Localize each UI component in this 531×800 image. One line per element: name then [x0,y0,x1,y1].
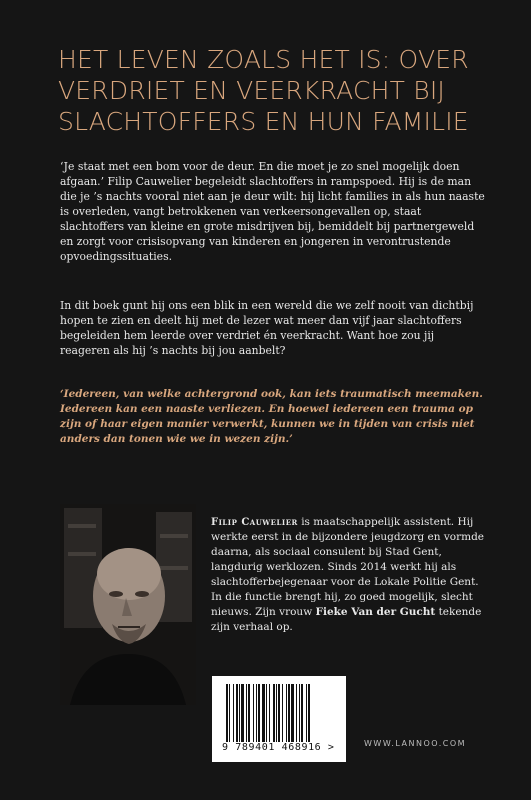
barcode-bar [276,684,277,742]
barcode-bar [291,684,294,742]
barcode-bar [296,684,297,742]
blurb-paragraph-2: In dit boek gunt hij ons een blik in een wereld die we zelf nooit van dichtbij hopen te zien en deelt hij met de lezer wat meer dan vijf jaar slachtoffers begeleiden hem leerde over verdriet én veerkracht. Want hoe zou jij reageren als hij ’s nachts bij jou aanbelt? [60,299,474,357]
author-bio [211,515,491,635]
barcode-bar [233,684,234,742]
barcode-bar [299,684,300,742]
author-portrait-graphic [60,504,196,705]
barcode-bar [306,684,307,742]
isbn-barcode [212,676,346,762]
title-line-1: HET LEVEN ZOALS HET IS: OVER [58,45,469,74]
barcode-bar [282,684,283,742]
barcode-bar [301,684,303,742]
barcode-bar [288,684,290,742]
author-name: Filip Cauwelier [211,517,298,528]
title-line-3: SLACHTOFFERS EN HUN FAMILIE [58,107,469,136]
barcode-bars [226,684,332,742]
barcode-bar [236,684,238,742]
barcode-bar [269,684,270,742]
barcode-bar [262,684,265,742]
bio-text-2: tekende zijn verhaal op. [211,606,482,633]
author-photo [60,504,196,705]
barcode-bar [226,684,228,742]
barcode-bar [253,684,254,742]
barcode-bar [286,684,287,742]
barcode-bar [256,684,257,742]
book-title [58,44,518,137]
blurb-paragraph-1: ‘Je staat met een bom voor de deur. En die moet je zo snel mogelijk doen afgaan.’ Filip Cauwelier begeleidt slachtoffers in rampspoed. Hij is de man die je ’s nachts vooral niet aan je deur wilt: hij licht families in als hun naaste is overleden, vangt betrokkenen van verkeersongevallen op, staat slachtoffers van kleine en grote misdrijven bij, bemiddelt bij partnergeweld en zorgt voor crisisopvang van kinderen en jongeren in verontrustende opvoedingssituaties. [60,160,485,263]
bio-text-1: is maatschappelijk assistent. Hij werkte eerst in de bijzondere jeugdzorg en vormde daarna, als sociaal consulent bij Stad Gent, langdurig werklozen. Sinds 2014 werkt hij als slachtofferbejegenaar voor de Lokale Politie Gent. In die functie brengt hij, zo goed mogelijk, slecht nieuws. Zijn vrouw [211,516,485,618]
barcode-bar [258,684,260,742]
barcode-bar [308,684,310,742]
pull-quote: ‘Iedereen, van welke achtergrond ook, kan iets traumatisch meemaken. Iedereen kan een naaste verliezen. En hoewel iedereen een trauma op zijn of haar eigen manier verwerkt, kunnen we in tijden van crisis niet anders dan tonen wie we in wezen zijn.’ [60,388,483,445]
barcode-bar [239,684,240,742]
isbn-number: 9 789401 468916 > [222,742,335,753]
barcode-bar [229,684,230,742]
barcode-bar [246,684,247,742]
barcode-bar [266,684,267,742]
barcode-bar [248,684,250,742]
barcode-bar [278,684,280,742]
publisher-website: WWW.LANNOO.COM [364,739,467,748]
barcode-bar [273,684,275,742]
title-line-2: VERDRIET EN VEERKRACHT BIJ [58,76,445,105]
barcode-bar [241,684,244,742]
partner-name: Fieke Van der Gucht [315,606,436,618]
